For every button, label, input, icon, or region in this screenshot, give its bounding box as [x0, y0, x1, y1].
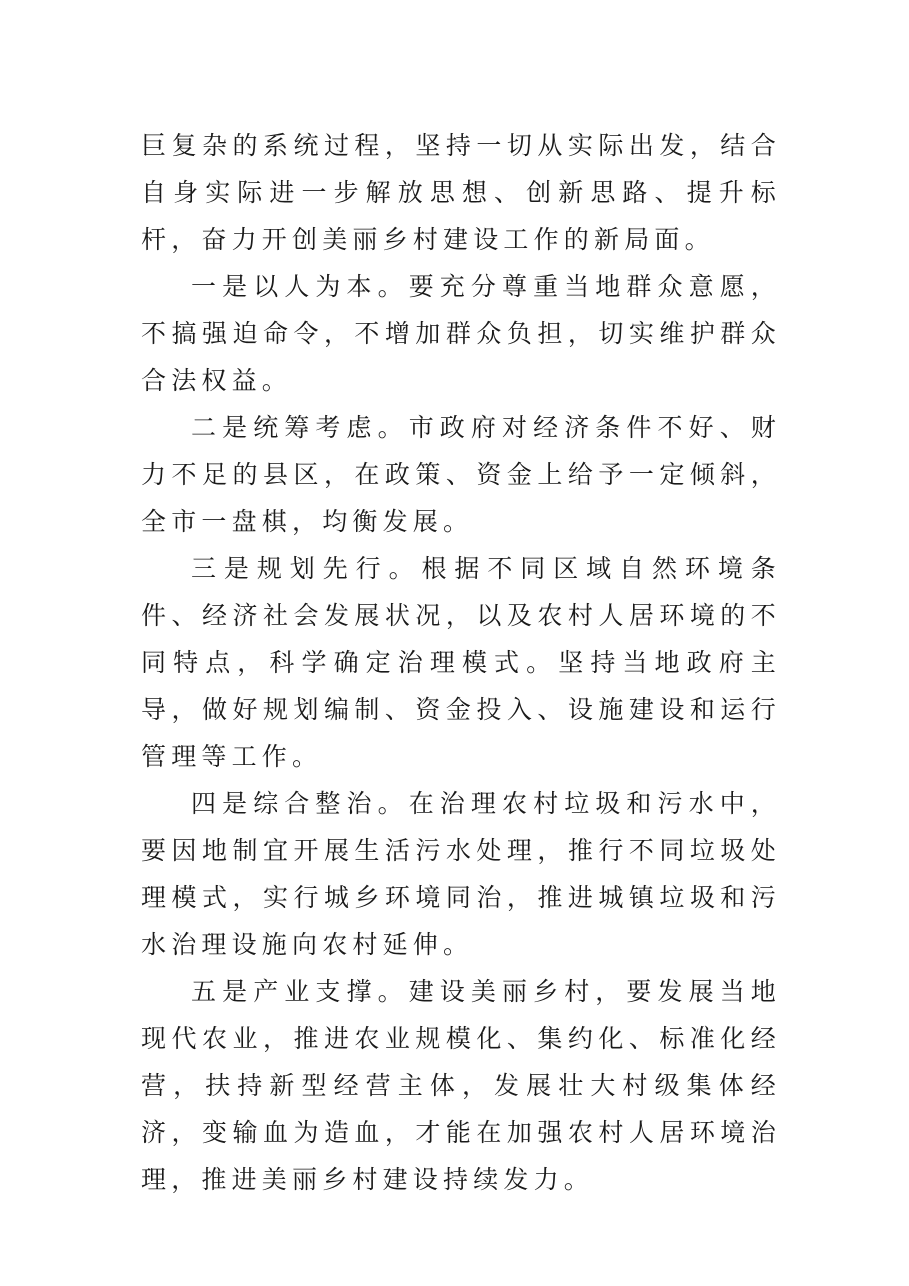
paragraph-intro-continuation: 巨复杂的系统过程，坚持一切从实际出发，结合自身实际进一步解放思想、创新思路、提升标杆，奋力开创美丽乡村建设工作的新局面。 [141, 131, 781, 254]
paragraph-point-five: 五是产业支撑。建设美丽乡村，要发展当地现代农业，推进农业规模化、集约化、标准化经营，扶持新型经营主体，发展壮大村级集体经济，变输血为造血，才能在加强农村人居环境治理，推进美丽乡村建设持续发力。 [141, 977, 781, 1194]
paragraph-point-three: 三是规划先行。根据不同区域自然环境条件、经济社会发展状况，以及农村人居环境的不同特点，科学确定治理模式。坚持当地政府主导，做好规划编制、资金投入、设施建设和运行管理等工作。 [141, 554, 781, 771]
paragraph-point-one: 一是以人为本。要充分尊重当地群众意愿，不搞强迫命令，不增加群众负担，切实维护群众合法权益。 [141, 272, 781, 395]
paragraph-point-two: 二是统筹考虑。市政府对经济条件不好、财力不足的县区，在政策、资金上给予一定倾斜，全市一盘棋，均衡发展。 [141, 413, 781, 536]
document-body [141, 122, 781, 1203]
paragraph-point-four: 四是综合整治。在治理农村垃圾和污水中，要因地制宜开展生活污水处理，推行不同垃圾处理模式，实行城乡环境同治，推进城镇垃圾和污水治理设施向农村延伸。 [141, 789, 781, 959]
